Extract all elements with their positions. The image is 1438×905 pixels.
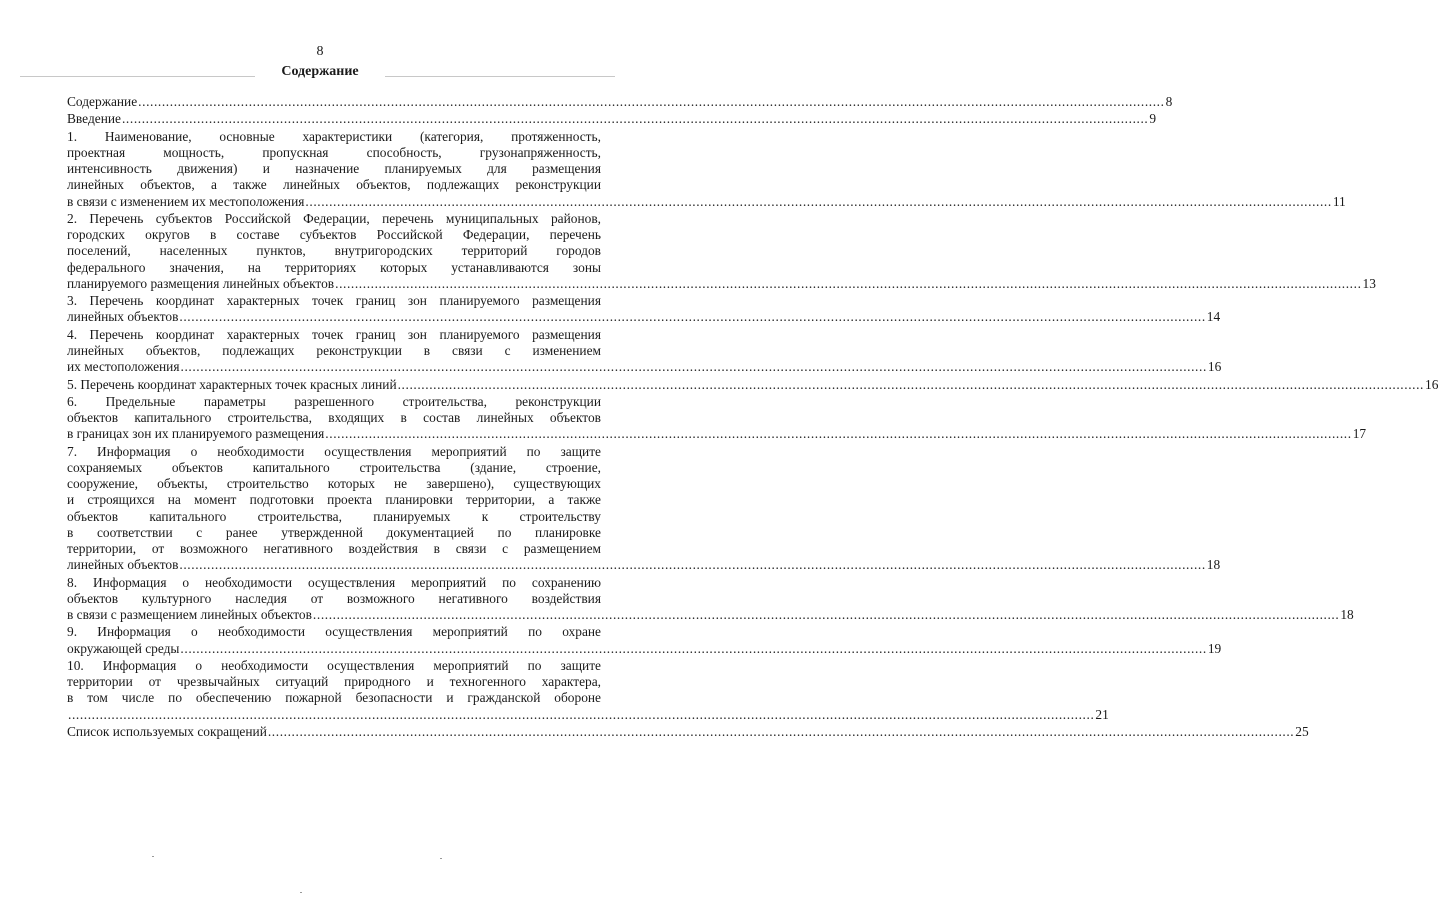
- toc-entry-text-line: в соответствии с ранее утвержденной документацией по планировке: [67, 524, 601, 540]
- toc-entry-text-line: федерального значения, на территориях которых устанавливаются зоны: [67, 259, 601, 275]
- toc-entry-title: в границах зон их планируемого размещения: [67, 426, 325, 442]
- toc-entry-last-line: [67, 426, 1367, 442]
- toc-entry[interactable]: [67, 393, 1367, 443]
- toc-entry-text-line: 4. Перечень координат характерных точек границ зон планируемого размещения: [67, 326, 601, 342]
- toc-entry-last-line: [67, 376, 1438, 393]
- toc-entry[interactable]: [67, 624, 1222, 656]
- toc-entry-page-number: 16: [1207, 359, 1222, 375]
- toc-entry[interactable]: [67, 94, 1173, 110]
- toc-entry-text-line: сооружение, объекты, строительство которых не завершено), существующих: [67, 476, 601, 492]
- toc-entry-page-number: 9: [1149, 111, 1157, 127]
- toc-entry-page-number: 16: [1425, 376, 1438, 392]
- scan-speck: [152, 856, 154, 857]
- toc-entry-page-number: 25: [1295, 723, 1309, 739]
- toc-entry-text-line: 10. Информация о необходимости осуществления мероприятий по защите: [67, 657, 601, 673]
- toc-entry-text-line: территории, от возможного негативного воздействия в связи с размещением: [67, 540, 601, 556]
- toc-entry-title: планируемого размещения линейных объектов: [67, 275, 335, 291]
- scan-artifact-line: [385, 76, 615, 77]
- toc-entry-page-number: 11: [1332, 193, 1346, 209]
- toc-entry[interactable]: [67, 326, 1222, 376]
- toc-entry[interactable]: [67, 443, 1221, 574]
- dot-leader: ....................................................................................................................................................................................................................................................................: [138, 94, 1165, 109]
- dot-leader: ....................................................................................................................................................................................................................................................................: [312, 606, 1340, 622]
- toc-entry[interactable]: [67, 128, 1346, 210]
- toc-entry-text-line: территории от чрезвычайных ситуаций природного и техногенного характера,: [67, 674, 601, 690]
- toc-entry-text-line: линейных объектов, подлежащих реконструкции в связи с изменением: [67, 342, 601, 358]
- toc-entry-page-number: 8: [1165, 94, 1173, 109]
- scan-speck: [300, 892, 302, 893]
- dot-leader: ....................................................................................................................................................................................................................................................................: [179, 309, 1206, 325]
- toc-entry-title: Введение: [67, 111, 121, 127]
- toc-entry-text-line: 8. Информация о необходимости осуществления мероприятий по сохранению: [67, 574, 601, 590]
- scan-artifact-line: [20, 76, 255, 77]
- toc-entry-last-line: [67, 309, 1221, 325]
- toc-entry-last-line: [67, 193, 1346, 210]
- toc-entry[interactable]: [67, 210, 1376, 292]
- toc-entry-text-line: 9. Информация о необходимости осуществления мероприятий по охране: [67, 624, 601, 640]
- toc-entry-last-line: [67, 706, 1109, 723]
- toc-entry-text-line: 2. Перечень субъектов Российской Федерации, перечень муниципальных районов,: [67, 210, 601, 226]
- toc-entry-title: окружающей среды: [67, 640, 180, 656]
- toc-entry-page-number: 18: [1340, 606, 1354, 622]
- toc-entry[interactable]: [67, 293, 1221, 325]
- toc-entry[interactable]: [67, 574, 1354, 624]
- toc-entry-page-number: 14: [1206, 309, 1221, 325]
- toc-entry-last-line: [67, 640, 1222, 657]
- toc-entry-last-line: [67, 275, 1376, 292]
- toc-entry-text-line: городских округов в составе субъектов Российской Федерации, перечень: [67, 227, 601, 243]
- toc-entry-text-line: 1. Наименование, основные характеристики (категория, протяженность,: [67, 128, 601, 144]
- toc-entry-title: в связи с размещением линейных объектов: [67, 606, 312, 622]
- toc-entry-text-line: линейных объектов, а также линейных объектов, подлежащих реконструкции: [67, 177, 601, 193]
- dot-leader: ....................................................................................................................................................................................................................................................................: [68, 706, 1095, 722]
- dot-leader: ....................................................................................................................................................................................................................................................................: [121, 111, 1149, 127]
- dot-leader: ....................................................................................................................................................................................................................................................................: [180, 640, 1207, 656]
- toc-entry-last-line: [67, 111, 1157, 127]
- dot-leader: ....................................................................................................................................................................................................................................................................: [397, 376, 1424, 392]
- dot-leader: ....................................................................................................................................................................................................................................................................: [335, 275, 1362, 291]
- toc-entry-text-line: поселений, населенных пунктов, внутригородских территорий городов: [67, 243, 601, 259]
- toc-entry-text-line: проектная мощность, пропускная способность, грузонапряженность,: [67, 144, 601, 160]
- toc-entry-page-number: 21: [1095, 706, 1109, 722]
- toc-entry-title: их местоположения: [67, 359, 180, 375]
- toc-entry-page-number: 17: [1352, 426, 1367, 442]
- toc-entry-text-line: 6. Предельные параметры разрешенного строительства, реконструкции: [67, 393, 601, 409]
- table-of-contents: [67, 94, 1438, 741]
- dot-leader: ....................................................................................................................................................................................................................................................................: [267, 723, 1295, 739]
- toc-entry-text-line: 3. Перечень координат характерных точек границ зон планируемого размещения: [67, 293, 601, 309]
- toc-entry-title: Содержание: [67, 94, 138, 109]
- dot-leader: ....................................................................................................................................................................................................................................................................: [180, 359, 1207, 375]
- toc-entry-text-line: 7. Информация о необходимости осуществления мероприятий по защите: [67, 443, 601, 459]
- dot-leader: ....................................................................................................................................................................................................................................................................: [305, 193, 1332, 209]
- toc-entry-last-line: [67, 557, 1221, 573]
- toc-entry[interactable]: [67, 657, 1109, 723]
- toc-entry-page-number: 19: [1207, 640, 1222, 656]
- toc-entry-title: линейных объектов: [67, 557, 179, 573]
- toc-entry-text-line: объектов капитального строительства, планируемых к строительству: [67, 508, 601, 524]
- toc-entry-text-line: интенсивность движения) и назначение планируемых для размещения: [67, 161, 601, 177]
- toc-entry[interactable]: [67, 376, 1438, 393]
- dot-leader: ....................................................................................................................................................................................................................................................................: [325, 426, 1352, 442]
- scan-speck: [440, 858, 442, 859]
- page-number: 8: [316, 44, 324, 59]
- toc-entry-text-line: в том числе по обеспечению пожарной безопасности и гражданской обороне: [67, 690, 601, 706]
- toc-entry[interactable]: [67, 723, 1309, 740]
- toc-entry-text-line: объектов капитального строительства, входящих в состав линейных объектов: [67, 410, 601, 426]
- toc-entry-title: 5. Перечень координат характерных точек красных линий: [67, 376, 397, 392]
- toc-entry-last-line: [67, 606, 1354, 623]
- toc-entry-text-line: объектов культурного наследия от возможного негативного воздействия: [67, 590, 601, 606]
- toc-entry[interactable]: [67, 111, 1157, 127]
- toc-entry-page-number: 18: [1206, 557, 1221, 573]
- dot-leader: ....................................................................................................................................................................................................................................................................: [179, 557, 1206, 573]
- toc-entry-last-line: [67, 94, 1173, 110]
- toc-entry-title: в связи с изменением их местоположения: [67, 193, 305, 209]
- toc-entry-last-line: [67, 723, 1309, 740]
- toc-entry-text-line: и строящихся на момент подготовки проекта планировки территории, а также: [67, 492, 601, 508]
- toc-entry-title: Список используемых сокращений: [67, 723, 267, 739]
- toc-entry-title: линейных объектов: [67, 309, 179, 325]
- toc-heading: Содержание: [281, 64, 359, 79]
- toc-entry-last-line: [67, 359, 1222, 375]
- toc-entry-page-number: 13: [1362, 275, 1376, 291]
- toc-entry-text-line: сохраняемых объектов капитального строительства (здание, строение,: [67, 459, 601, 475]
